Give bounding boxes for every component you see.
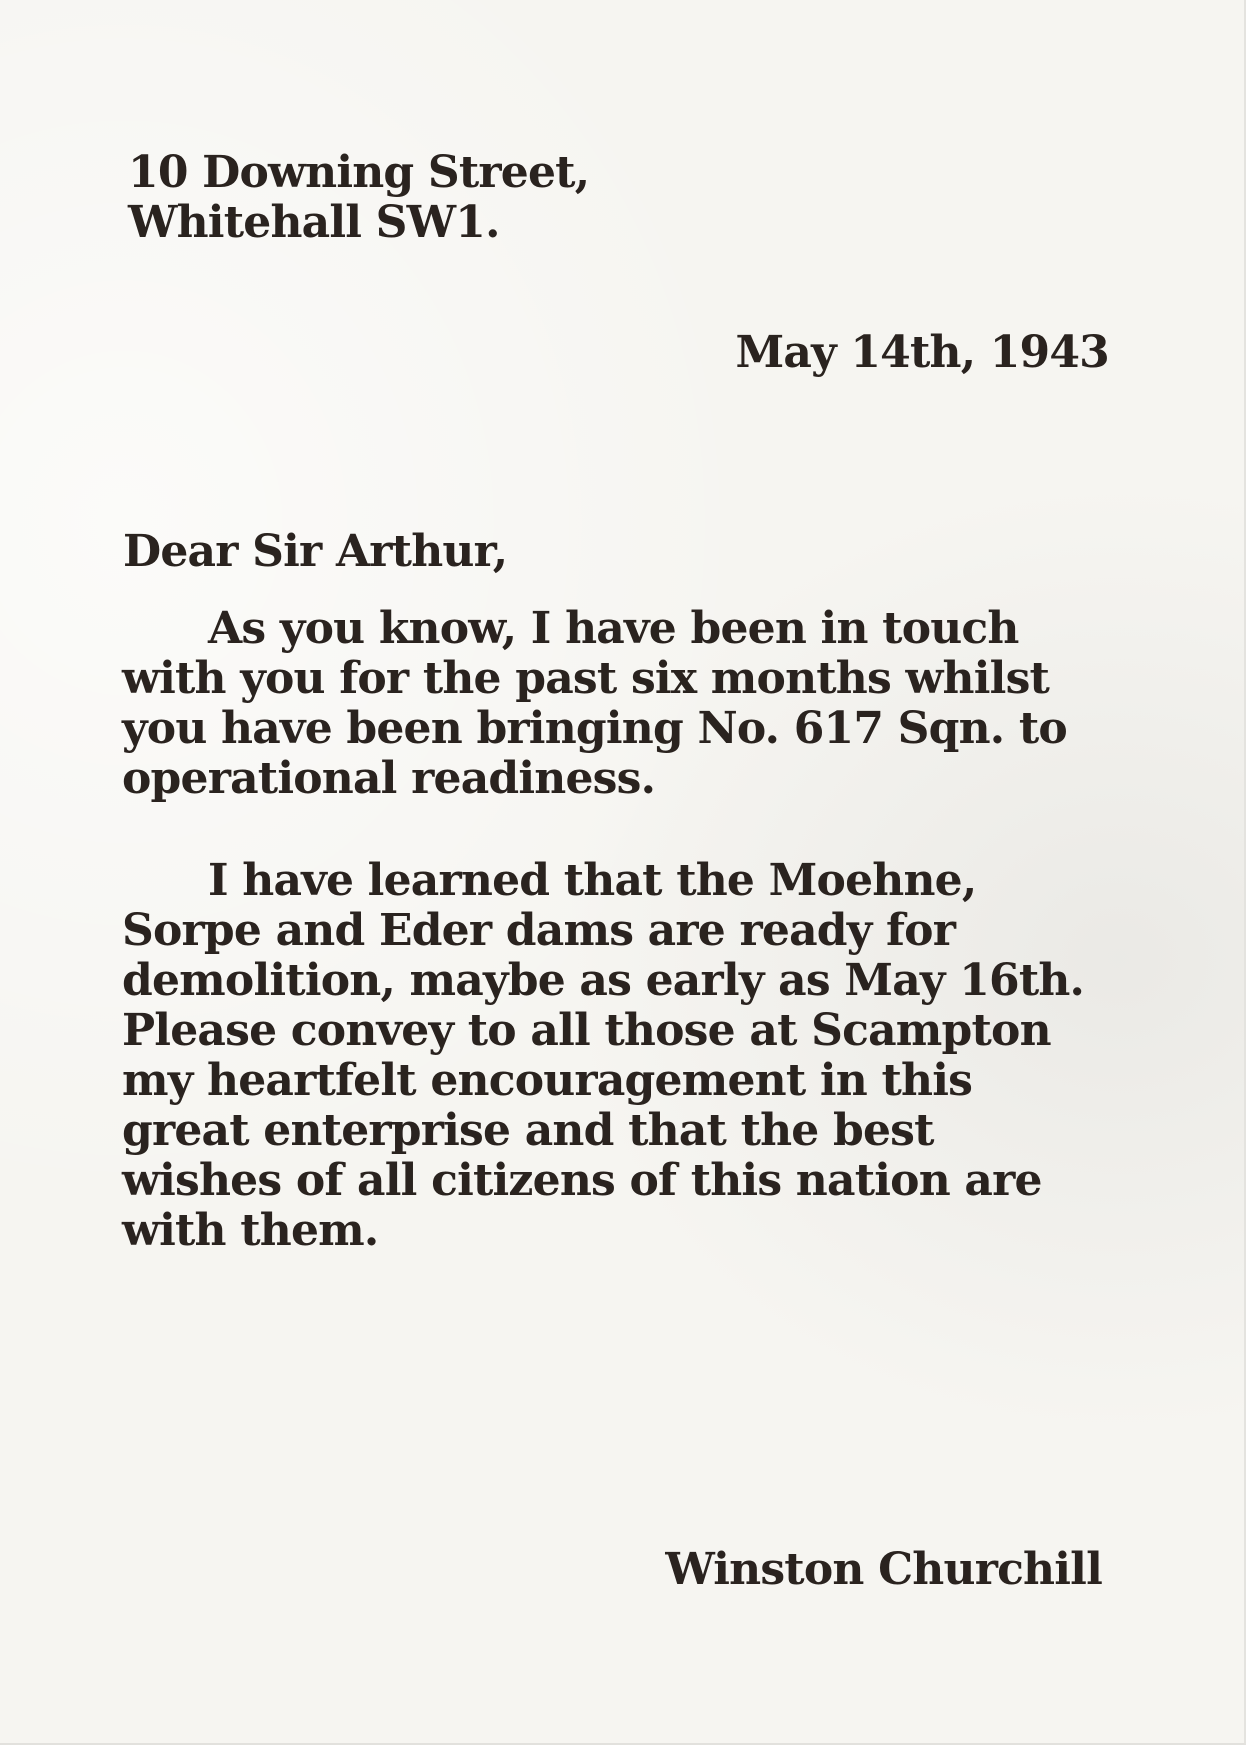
signature: Winston Churchill [665, 1544, 1102, 1595]
paragraph-2-line: with them. [122, 1205, 379, 1256]
sender-address [128, 148, 589, 248]
paragraph-2-line: Please convey to all those at Scampton [122, 1005, 1051, 1056]
paragraph-2 [122, 856, 1084, 1256]
address-line-2: Whitehall SW1. [128, 197, 500, 248]
paragraph-1-line: As you know, I have been in touch [208, 603, 1019, 654]
paragraph-2-line: I have learned that the Moehne, [208, 855, 977, 906]
paragraph-1-line: you have been bringing No. 617 Sqn. to [122, 703, 1067, 754]
paragraph-1-line: operational readiness. [122, 753, 656, 804]
paragraph-2-line: my heartfelt encouragement in this [122, 1055, 973, 1106]
paragraph-1 [122, 604, 1067, 804]
salutation: Dear Sir Arthur, [123, 526, 508, 577]
paragraph-2-line: Sorpe and Eder dams are ready for [122, 905, 956, 956]
address-line-1: 10 Downing Street, [128, 147, 590, 198]
letter-date: May 14th, 1943 [735, 327, 1109, 378]
paragraph-2-line: wishes of all citizens of this nation are [122, 1155, 1042, 1206]
paragraph-1-line: with you for the past six months whilst [122, 653, 1050, 704]
paragraph-2-line: great enterprise and that the best [122, 1105, 934, 1156]
paragraph-2-line: demolition, maybe as early as May 16th. [122, 955, 1085, 1006]
